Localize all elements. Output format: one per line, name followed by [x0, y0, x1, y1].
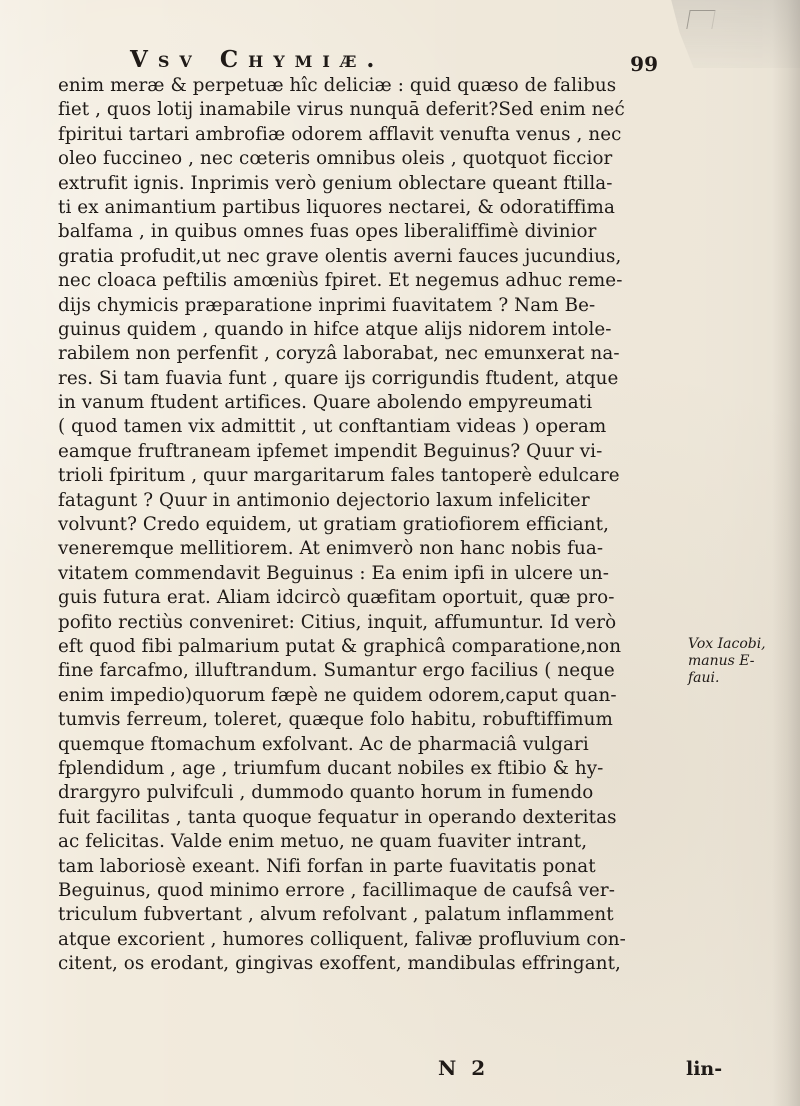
- text-line: fatagunt ? Quur in antimonio dejectorio laxum infeliciter: [58, 489, 590, 511]
- text-line: volvunt? Credo equidem, ut gratiam gratiofiorem efficiant,: [58, 514, 609, 536]
- text-line: tam laboriosè exeant. Nifi forfan in parte fuavitatis ponat: [58, 855, 596, 877]
- text-line: tumvis ferreum, toleret, quæque folo habitu, robuftiffimum: [58, 709, 613, 731]
- text-line: oleo fuccineo , nec cœteris omnibus oleis , quotquot ficcior: [58, 148, 613, 170]
- margin-note-line: manus E-: [688, 653, 755, 669]
- text-line: citent, os erodant, gingivas exoffent, mandibulas effringant,: [58, 953, 621, 975]
- text-line: Beguinus, quod minimo errore , facillimaque de caufsâ ver-: [58, 879, 615, 901]
- text-line: fpiritui tartari ambrofiæ odorem afflavit venufta venus , nec: [58, 123, 622, 145]
- text-line: fiet , quos lotij inamabile virus nunquā deferit?Sed enim neć: [58, 99, 625, 121]
- signature-mark: N 2: [438, 1056, 490, 1080]
- text-line: enim meræ & perpetuæ hîc deliciæ : quid quæso de falibus: [58, 75, 617, 96]
- text-line: drargyro pulvifculi , dummodo quanto horum in fumendo: [58, 782, 594, 804]
- text-line: extrufit ignis. Inprimis verò genium oblectare queant ftilla-: [58, 172, 613, 194]
- page-number: 99: [630, 52, 658, 76]
- text-line: fplendidum , age , triumfum ducant nobiles ex ftibio & hy-: [58, 757, 604, 779]
- text-line: pofito rectiùs conveniret: Citius, inquit, affumuntur. Id verò: [58, 611, 617, 633]
- running-head: Vsv Chymiæ.: [130, 46, 385, 73]
- text-line: rabilem non perfenfit , coryzâ laborabat, nec emunxerat na-: [58, 343, 620, 365]
- text-line: eamque fruftraneam ipfemet impendit Beguinus? Quur vi-: [58, 440, 603, 462]
- margin-note: [688, 636, 776, 687]
- catchword: lin-: [686, 1058, 723, 1080]
- text-line: ti ex animantium partibus liquores nectarei, & odoratiffima: [58, 196, 615, 218]
- text-line: nec cloaca peftilis amœniùs fpiret. Et negemus adhuc reme-: [58, 270, 623, 292]
- text-line: gratia profudit,ut nec grave olentis averni fauces jucundius,: [58, 245, 622, 267]
- text-line: eft quod fibi palmarium putat & graphicâ comparatione,non: [58, 635, 622, 657]
- text-line: quemque ftomachum exfolvant. Ac de pharmaciâ vulgari: [58, 733, 589, 755]
- text-line: fine farcafmo, illuftrandum. Sumantur ergo facilius ( neque: [58, 660, 615, 682]
- text-line: in vanum ftudent artifices. Quare abolendo empyreumati: [58, 392, 593, 414]
- text-line: guis futura erat. Aliam idcircò quæfitam oportuit, quæ pro-: [58, 587, 615, 609]
- text-line: trioli fpiritum , quur margaritarum fales tantoperè edulcare: [58, 465, 620, 487]
- text-line: fuit facilitas , tanta quoque fequatur in operando dexteritas: [58, 806, 617, 828]
- main-text-block: [58, 74, 686, 976]
- text-line: dijs chymicis præparatione inprimi fuavitatem ? Nam Be-: [58, 294, 596, 316]
- text-line: triculum fubvertant , alvum refolvant , palatum inflamment: [58, 904, 614, 926]
- page-corner-shadow: [660, 0, 800, 68]
- margin-note-line: Vox Iacobi,: [688, 636, 766, 652]
- text-line: ( quod tamen vix admittit , ut conftantiam videas ) operam: [58, 416, 607, 438]
- page-edge-shadow: [772, 0, 800, 1106]
- text-line: ac felicitas. Valde enim metuo, ne quam fuaviter intrant,: [58, 831, 588, 853]
- text-line: atque excorient , humores colliquent, falivæ profluvium con-: [58, 928, 626, 950]
- text-line: guinus quidem , quando in hifce atque alijs nidorem intole-: [58, 318, 612, 340]
- text-line: balfama , in quibus omnes fuas opes liberaliffimè divinior: [58, 221, 597, 243]
- text-line: vitatem commendavit Beguinus : Ea enim ipfi in ulcere un-: [58, 562, 609, 584]
- text-line: enim impedio)quorum fæpè ne quidem odorem,caput quan-: [58, 684, 617, 706]
- text-line: res. Si tam fuavia funt , quare ijs corrigundis ftudent, atque: [58, 367, 619, 389]
- text-line: veneremque mellitiorem. At enimverò non hanc nobis fua-: [58, 538, 604, 560]
- margin-note-line: faui.: [688, 670, 720, 686]
